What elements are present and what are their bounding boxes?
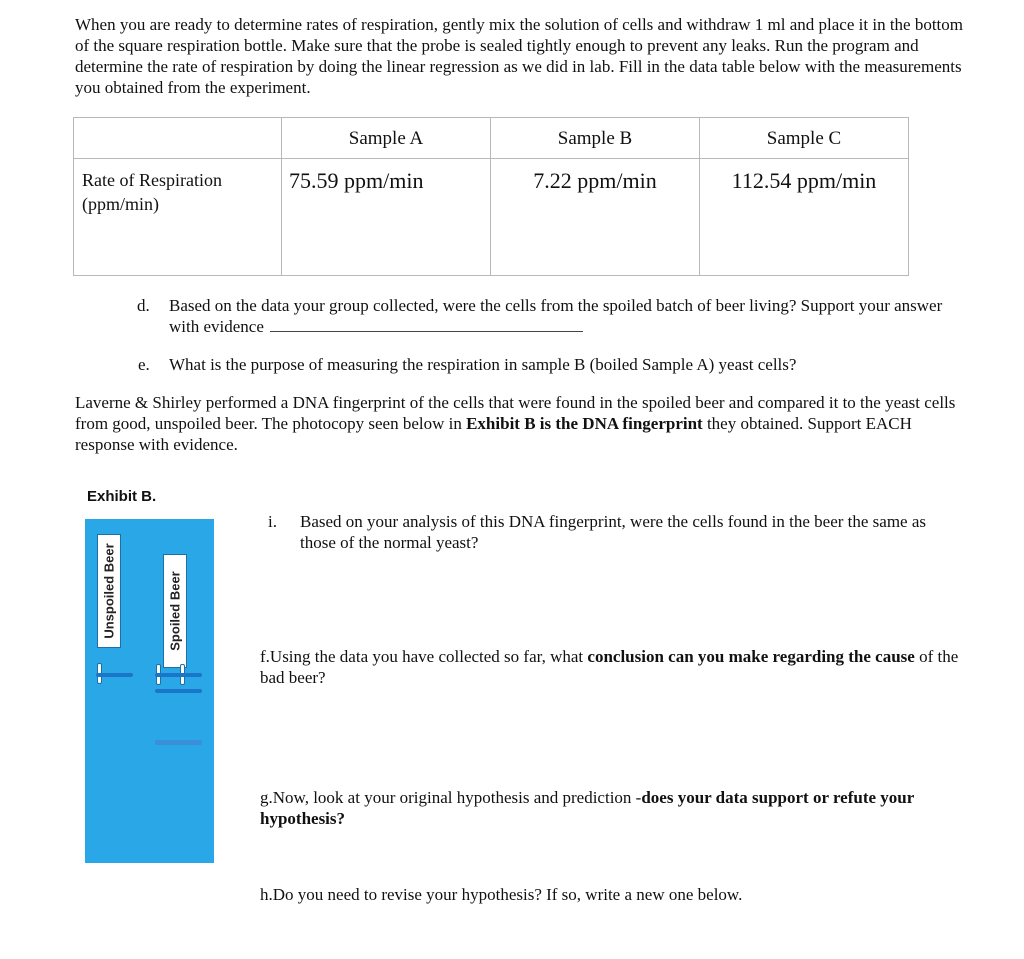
- lane-label-unspoiled: Unspoiled Beer: [97, 534, 121, 648]
- question-e-text: What is the purpose of measuring the respiration in sample B (boiled Sample A) yeast cells?: [169, 355, 797, 374]
- table-row: [74, 159, 909, 276]
- sample-b-value-cell[interactable]: [491, 159, 700, 276]
- question-f: f.Using the data you have collected so far, what conclusion can you make regarding the cause of the bad beer?: [260, 647, 959, 687]
- lane-label-spoiled: Spoiled Beer: [163, 554, 187, 668]
- question-g: g.Now, look at your original hypothesis and prediction -does your data support or refute your hypothesis?: [260, 788, 914, 828]
- band-unspoiled-1: [96, 673, 133, 677]
- sample-a-value: 75.59 ppm/min: [289, 168, 424, 193]
- dna-gel-image: [85, 519, 214, 863]
- question-i-text: Based on your analysis of this DNA fingerprint, were the cells found in the beer the same as those of the normal yeast?: [300, 512, 927, 552]
- row-label: Rate of Respiration (ppm/min): [82, 170, 222, 214]
- question-d-text: Based on the data your group collected, were the cells from the spoiled batch of beer living? Support your answer with evidence: [169, 296, 943, 336]
- table-header-sample-c: Sample C: [700, 118, 909, 159]
- exhibit-b-emphasis: Exhibit B is the DNA fingerprint: [466, 414, 703, 433]
- sample-c-value-cell[interactable]: [700, 159, 909, 276]
- exhibit-b-title: Exhibit B.: [87, 488, 157, 505]
- sample-b-value: 7.22 ppm/min: [533, 168, 657, 193]
- question-i: [0, 511, 1024, 555]
- row-label-cell: [74, 159, 282, 276]
- band-spoiled-2: [155, 689, 202, 693]
- question-g-emphasis: does your data support or refute your hypothesis?: [260, 788, 914, 828]
- respiration-data-table: [73, 117, 909, 276]
- question-d: [0, 295, 1024, 339]
- question-h: h.Do you need to revise your hypothesis? If so, write a new one below.: [260, 885, 743, 904]
- table-header-row: [74, 118, 909, 159]
- sample-c-value: 112.54 ppm/min: [731, 168, 877, 193]
- answer-line-d[interactable]: [270, 316, 583, 332]
- table-header-sample-a: Sample A: [282, 118, 491, 159]
- dna-fingerprint-paragraph: Laverne & Shirley performed a DNA fingerprint of the cells that were found in the spoiled beer and compared it to the yeast cells from good, unspoiled beer. The photocopy seen below in Exhibit B is the DNA fingerprint they obtained. Support EACH response with evidence.: [75, 393, 956, 454]
- question-f-emphasis: conclusion can you make regarding the cause: [587, 647, 915, 666]
- table-header-empty: [74, 118, 282, 159]
- table-header-sample-b: Sample B: [491, 118, 700, 159]
- band-spoiled-1: [155, 673, 202, 677]
- intro-paragraph: When you are ready to determine rates of respiration, gently mix the solution of cells and withdraw 1 ml and place it in the bottom of the square respiration bottle. Make sure that the probe is sealed tightly enough to prevent any leaks. Run the program and determine the rate of respiration by doing the linear regression as we did in lab. Fill in the data table below with the measurements you obtained from the experiment.: [75, 15, 964, 97]
- band-spoiled-3: [155, 740, 202, 745]
- question-d-letter: d.: [137, 296, 150, 315]
- question-e: [0, 354, 1024, 376]
- question-i-letter: i.: [268, 512, 277, 531]
- question-e-letter: e.: [138, 355, 150, 374]
- sample-a-value-cell[interactable]: [282, 159, 491, 276]
